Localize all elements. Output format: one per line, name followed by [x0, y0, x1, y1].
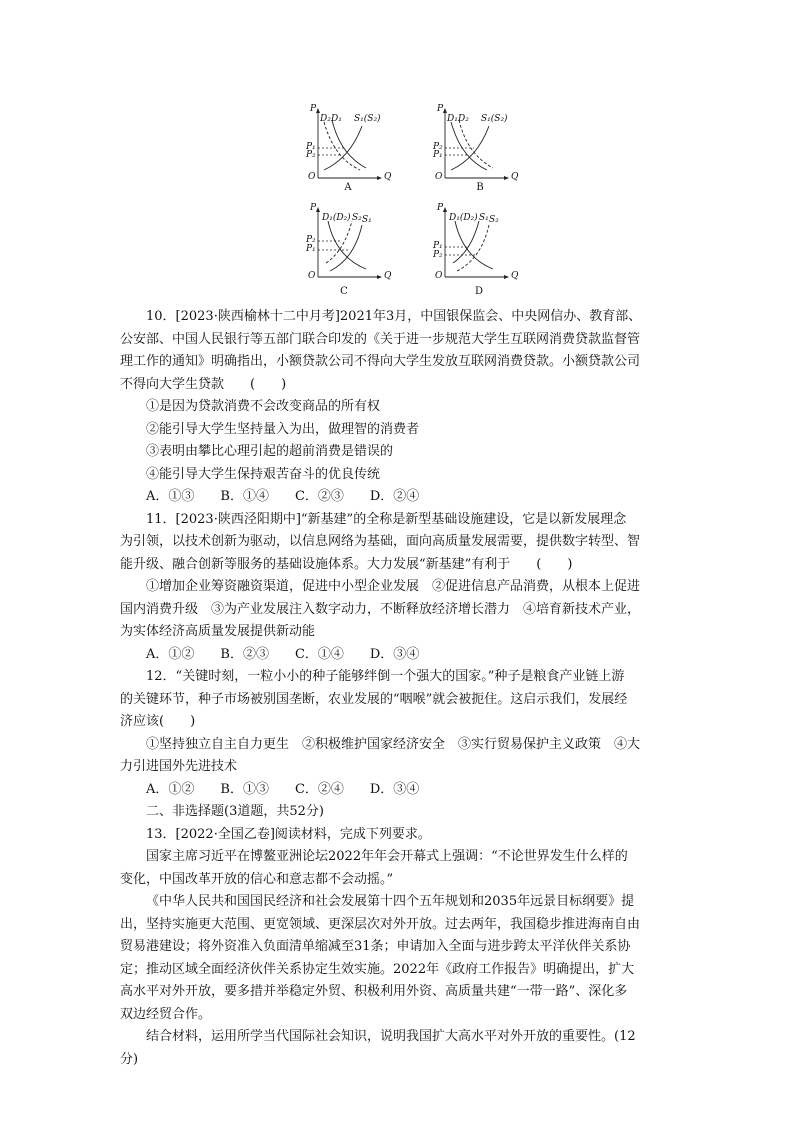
demand-left-label: D₁	[447, 114, 458, 124]
q13-material-line: 定；推动区域全面经济伙伴关系协定生效实施。2022年《政府工作报告》明确提出，扩大	[120, 961, 635, 977]
question-11	[120, 509, 680, 667]
q13-material-line: 国家主席习近平在博鳌亚洲论坛2022年年会开幕式上强调：“不论世界发生什么样的	[146, 849, 628, 864]
price-lower-label: P₁	[306, 244, 316, 254]
q11-item-line: 为实体经济高质量发展提供新动能	[120, 624, 316, 639]
axis-q-label: Q	[384, 172, 392, 182]
q11-stem-line: 11．[2023·陕西泾阳期中]“新基建”的全称是新型基础设施建设，它是以新发展理念	[146, 511, 627, 527]
q13-material-line: 变化，中国改革开放的信心和意志都不会动摇。”	[120, 871, 394, 887]
axis-p-label: P	[437, 104, 444, 114]
axis-p-label: P	[437, 203, 444, 213]
q13-material-line: 出，坚持实施更大范围、更宽领域、更深层次对外开放。过去两年，我国稳步推进海南自由	[120, 916, 641, 932]
graph-c-caption: C	[340, 286, 348, 297]
q12-stem-line: 的关键环节，种子市场被别国垄断，农业发展的“咽喉”就会被扼住。这启示我们，发展经	[120, 691, 628, 707]
demand-label: D₁(D₂)	[322, 213, 351, 223]
graph-a-caption: A	[344, 182, 352, 193]
demand-right-label: D₂	[458, 114, 469, 124]
graph-d-caption: D	[474, 286, 484, 297]
q11-options: A．①② B．②③ C．①④ D．③④	[146, 646, 420, 662]
q12-item-line: ①坚持独立自主自力更生 ②积极维护国家经济安全 ③实行贸易保护主义政策 ④大	[146, 736, 641, 752]
question-body	[120, 306, 680, 1071]
q10-item: ④能引导大学生保持艰苦奋斗的优良传统	[146, 466, 381, 482]
q13-material-line: 《中华人民共和国国民经济和社会发展第十四个五年规划和2035年远景目标纲要》提	[146, 894, 635, 909]
axis-p-label: P	[310, 104, 317, 114]
price-upper-label: P₁	[433, 241, 443, 251]
q13-task-line: 结合材料，运用所学当代国际社会知识，说明我国扩大高水平对外开放的重要性。(12	[146, 1029, 636, 1044]
origin-label: O	[308, 172, 316, 182]
supply-left-label: S₁	[479, 213, 489, 223]
origin-label: O	[308, 271, 316, 281]
graph-b	[427, 104, 547, 193]
q13-task-line: 分)	[120, 1051, 139, 1067]
graph-d	[427, 203, 547, 292]
price-lower-label: P₂	[433, 250, 443, 260]
question-10	[120, 306, 680, 509]
axis-p-label: P	[310, 203, 317, 213]
q13-stem: 13．[2022·全国乙卷]阅读材料，完成下列要求。	[146, 826, 431, 842]
question-12	[120, 666, 680, 801]
q12-options: A．①② B．①③ C．②④ D．③④	[146, 781, 420, 797]
demand-left-label: D₂	[320, 114, 331, 124]
q12-item-line: 力引进国外先进技术	[120, 759, 238, 774]
supply-label: S₁(S₂)	[354, 114, 381, 124]
supply-right-label: S₁	[362, 215, 372, 225]
price-lower-label: P₁	[433, 150, 443, 160]
graph-b-caption: B	[476, 182, 484, 193]
q10-stem-line: 不得向大学生贷款 ( )	[120, 376, 287, 392]
origin-label: O	[435, 271, 443, 281]
q12-stem-line: 12．“关键时刻，一粒小小的种子能够绊倒一个强大的国家。”种子是粮食产业链上游	[146, 669, 625, 684]
q11-item-line: 国内消费升级 ③为产业发展注入数字动力，不断释放经济增长潜力 ④培育新技术产业，	[120, 601, 641, 617]
q10-stem-line: 10．[2023·陕西榆林十二中月考]2021年3月，中国银保监会、中央网信办、教育部、	[146, 309, 642, 324]
section-heading: 二、非选择题(3道题，共52分)	[146, 804, 324, 819]
q11-stem-line: 为引领，以技术创新为驱动，以信息网络为基础，面向高质量发展需要，提供数字转型、智	[120, 534, 641, 549]
q11-stem-line: 能升级、融合创新等服务的基础设施体系。大力发展“新基建”有利于 ( )	[120, 556, 573, 572]
origin-label: O	[435, 172, 443, 182]
q10-stem-line: 公安部、中国人民银行等五部门联合印发的《关于进一步规范大学生互联网消费贷款监督管	[120, 331, 641, 347]
supply-right-label: S₂	[489, 215, 499, 225]
q11-item-line: ①增加企业筹资融资渠道，促进中小型企业发展 ②促进信息产品消费，从根本上促进	[146, 579, 641, 594]
graph-a	[300, 104, 420, 193]
question-13	[120, 824, 680, 1072]
q10-item: ③表明由攀比心理引起的超前消费是错误的	[146, 444, 394, 459]
q10-options: A．①③ B．①④ C．②③ D．②④	[146, 489, 420, 504]
price-upper-label: P₂	[306, 235, 316, 245]
q13-material-line: 高水平对外开放，要多措并举稳定外贸、积极利用外资、高质量共建“一带一路”、深化多	[120, 984, 628, 999]
demand-right-label: D₁	[331, 114, 342, 124]
axis-q-label: Q	[511, 172, 519, 182]
q13-material-line: 贸易港建设；将外资准入负面清单缩减至31条；申请加入全面与进步跨太平洋伙伴关系协	[120, 939, 631, 954]
q10-item: ②能引导大学生坚持量入为出，做理智的消费者	[146, 421, 420, 437]
axis-q-label: Q	[511, 271, 519, 281]
price-upper-label: P₁	[306, 142, 316, 152]
demand-label: D₁(D₂)	[449, 213, 478, 223]
axis-q-label: Q	[384, 271, 392, 281]
supply-left-label: S₂	[352, 213, 362, 223]
price-lower-label: P₂	[306, 150, 316, 160]
q10-stem-line: 理工作的通知》明确指出，小额贷款公司不得向大学生发放互联网消费贷款。小额贷款公司	[120, 354, 641, 369]
supply-label: S₁(S₂)	[481, 114, 508, 124]
q13-material-line: 双边经贸合作。	[120, 1006, 212, 1022]
price-upper-label: P₂	[433, 142, 443, 152]
q10-item: ①是因为贷款消费不会改变商品的所有权	[146, 399, 381, 414]
q12-stem-line: 济应该( )	[120, 714, 196, 729]
graph-c	[300, 203, 420, 292]
